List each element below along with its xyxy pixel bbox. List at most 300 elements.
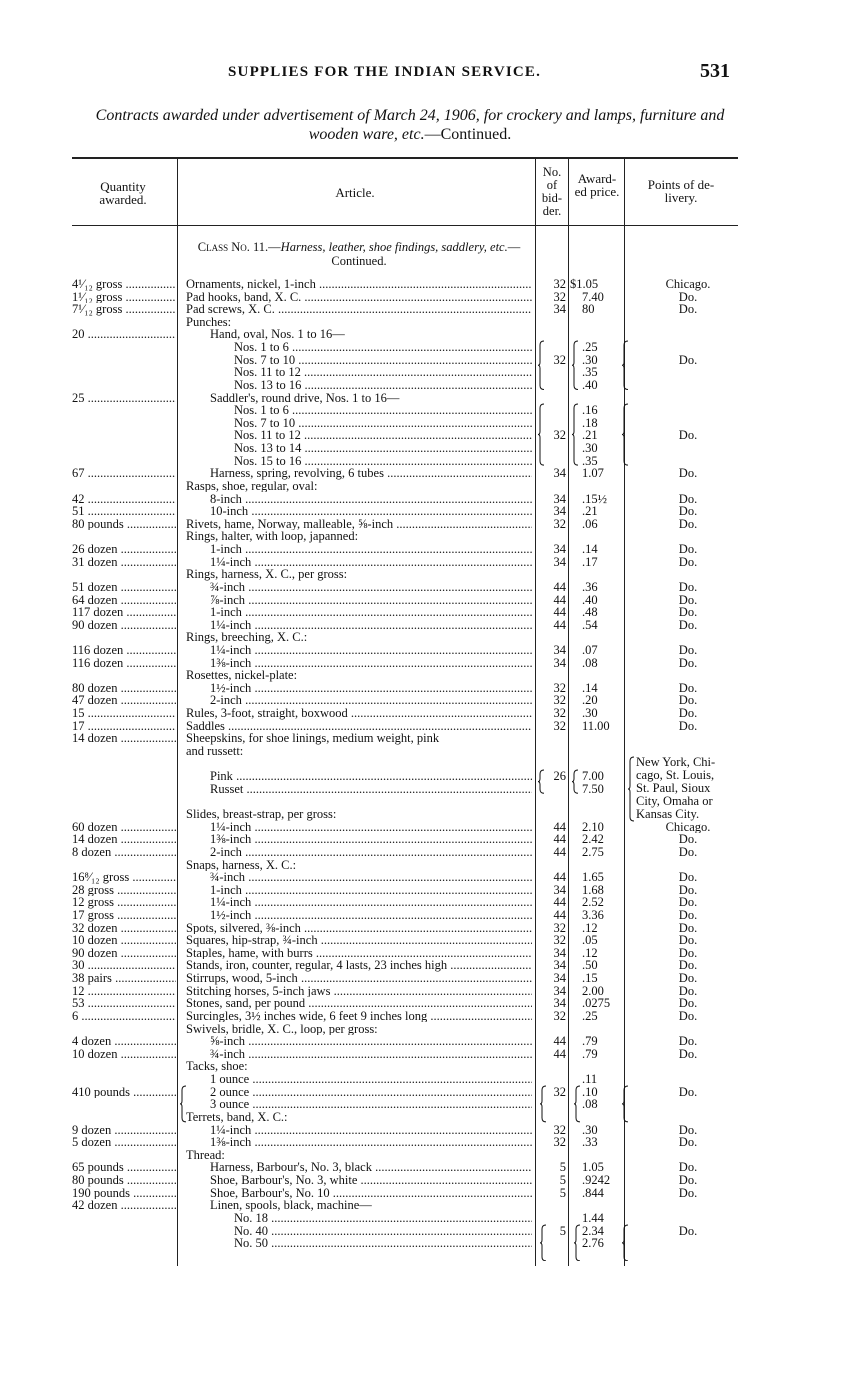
delivery-cell: Do. [678, 883, 698, 897]
price-cell: .25 [582, 341, 598, 354]
caption-continued: —Continued. [424, 126, 512, 143]
col-head-delivery: Points of de- livery. [647, 177, 715, 205]
article-cell: ¾-inch ..... [210, 871, 532, 884]
delivery-cell: Do. [678, 303, 698, 316]
price-cell: 1.05 [582, 1161, 604, 1174]
bidder-cell: 5 [559, 1224, 566, 1237]
price-cell: .20 [582, 694, 598, 707]
price-cell: .12 [582, 921, 598, 935]
quantity-cell: 10 dozen ..... [72, 934, 176, 947]
bidder-cell: 32 [553, 921, 566, 935]
article-cell: Hand, oval, Nos. 1 to 16— [210, 328, 345, 341]
delivery-cell: Do. [678, 429, 698, 442]
article-cell: 1 ounce ..... [210, 1073, 532, 1086]
price-cell: .11 [582, 1073, 598, 1086]
quantity-cell: 116 dozen ..... [72, 644, 176, 657]
delivery-cell: Do. [678, 1224, 698, 1237]
article-cell: 1¼-inch ..... [210, 644, 532, 657]
delivery-cell: Do. [678, 681, 698, 695]
quantity-cell: 7¹⁄₁₂ gross ..... [72, 303, 176, 316]
quantity-cell: 42 ..... [72, 493, 176, 506]
article-cell: 1¼-inch ..... [210, 896, 532, 909]
quantity-cell: 47 dozen ..... [72, 694, 176, 707]
delivery-brace [628, 756, 636, 822]
quantity-cell: 28 gross ..... [72, 884, 176, 897]
price-cell: .16 [582, 404, 598, 417]
article-cell: Nos. 1 to 6 ..... [234, 404, 532, 417]
delivery-cell: Do. [678, 694, 698, 707]
delivery-cell: Do. [678, 656, 698, 670]
article-cell: 2-inch ..... [210, 694, 532, 707]
price-cell: .40 [582, 593, 598, 606]
bidder-cell: 34 [553, 303, 566, 316]
article-cell: Terrets, band, X. C.: [186, 1110, 288, 1124]
price-cell: 11.00 [582, 719, 610, 733]
bidder-cell: 34 [553, 492, 566, 506]
article-cell: Shoe, Barbour's, No. 10 ..... [210, 1187, 532, 1200]
price-cell: 2.34 [582, 1224, 604, 1237]
article-cell: 1¼-inch ..... [210, 1124, 532, 1137]
quantity-cell: 117 dozen ..... [72, 606, 176, 619]
quantity-cell: 90 dozen ..... [72, 619, 176, 632]
price-cell: .35 [582, 454, 598, 468]
delivery-cell: Do. [678, 1009, 698, 1023]
quantity-cell: 20 ..... [72, 328, 176, 341]
bidder-cell: 44 [553, 871, 566, 884]
price-cell: 1.07 [582, 467, 604, 480]
quantity-cell: 410 pounds ..... [72, 1086, 176, 1099]
delivery-cell: Do. [678, 580, 698, 594]
bidder-cell: 34 [553, 555, 566, 569]
bidder-cell: 32 [553, 1136, 566, 1149]
delivery-cell: Do. [678, 1136, 698, 1149]
article-cell: Nos. 1 to 6 ..... [234, 341, 532, 354]
quantity-cell: 9 dozen ..... [72, 1124, 176, 1137]
price-cell: .14 [582, 543, 598, 556]
quantity-cell: 4¹⁄₁₂ gross ..... [72, 278, 176, 291]
group-brace [572, 769, 580, 794]
article-cell: Nos. 11 to 12 ..... [234, 429, 532, 442]
article-cell: Rivets, hame, Norway, malleable, ⅝-inch ..... [186, 518, 532, 531]
price-cell: .48 [582, 606, 598, 619]
quantity-cell: 80 dozen ..... [72, 682, 176, 695]
article-cell: 1-inch ..... [210, 606, 532, 619]
delivery-cell: Do. [678, 719, 698, 733]
price-cell: 3.36 [582, 909, 604, 922]
bidder-cell: 44 [553, 909, 566, 922]
price-cell: .14 [582, 681, 598, 695]
group-brace [622, 403, 630, 466]
article-cell: Shoe, Barbour's, No. 3, white ..... [210, 1174, 532, 1187]
quantity-cell: 42 dozen ..... [72, 1199, 176, 1212]
bidder-cell: 44 [553, 833, 566, 846]
article-cell: Surcingles, 3½ inches wide, 6 feet 9 inches long ..... [186, 1010, 532, 1023]
caption-italic: Contracts awarded under advertisement of March 24, 1906, for crockery and lamps, furniture and wooden ware, etc. [95, 107, 725, 143]
article-cell: Nos. 11 to 12 ..... [234, 366, 532, 379]
delivery-cell: Do. [678, 353, 698, 367]
price-cell: .79 [582, 1047, 598, 1061]
article-cell: ⅞-inch ..... [210, 594, 532, 607]
bidder-cell: 34 [553, 946, 566, 960]
article-cell: 3 ounce ..... [210, 1098, 532, 1111]
delivery-cell: Do. [678, 946, 698, 960]
quantity-cell: 16⁸⁄₁₂ gross ..... [72, 871, 176, 884]
quantity-cell: 80 pounds ..... [72, 1174, 176, 1187]
delivery-line: St. Paul, Sioux [636, 781, 711, 795]
price-cell: .35 [582, 366, 598, 379]
price-cell: 2.10 [582, 820, 604, 834]
quantity-cell: 64 dozen ..... [72, 594, 176, 607]
bidder-cell: 44 [553, 845, 566, 859]
price-cell: .30 [582, 353, 598, 367]
group-brace [622, 340, 630, 390]
quantity-cell: 6 ..... [72, 1010, 176, 1023]
quantity-cell: 8 dozen ..... [72, 846, 176, 859]
bidder-cell: 34 [553, 972, 566, 985]
price-cell: 2.75 [582, 845, 604, 859]
article-cell: 1¼-inch ..... [210, 821, 532, 834]
class-heading-prefix: Class No. 11.— [197, 240, 281, 254]
col-head-bidder: No. of bid- der. [541, 165, 563, 218]
quantity-cell: 14 dozen ..... [72, 833, 176, 846]
group-brace [574, 1085, 582, 1123]
group-brace [538, 403, 546, 466]
delivery-cell: Do. [678, 1047, 698, 1061]
article-cell: 1¼-inch ..... [210, 556, 532, 569]
article-cell: Harness, Barbour's, No. 3, black ..... [210, 1161, 532, 1174]
bidder-cell: 44 [553, 580, 566, 594]
price-cell: .30 [582, 442, 598, 455]
price-cell: 7.00 [582, 770, 604, 783]
page-number: 531 [700, 60, 730, 82]
bidder-cell: 32 [553, 694, 566, 707]
quantity-cell: 25 ..... [72, 392, 176, 405]
delivery-cell: Do. [678, 934, 698, 947]
bidder-cell: 32 [553, 1009, 566, 1023]
quantity-cell: 12 ..... [72, 985, 176, 998]
delivery-cell: Do. [678, 972, 698, 985]
group-brace [540, 1224, 548, 1262]
price-cell: .07 [582, 643, 598, 657]
bidder-cell: 5 [559, 1186, 566, 1200]
group-brace [622, 1085, 630, 1123]
article-cell: Staples, hame, with burrs ..... [186, 947, 532, 960]
delivery-cell: Do. [678, 517, 698, 531]
price-cell: .21 [582, 505, 598, 518]
bidder-cell: 44 [553, 593, 566, 606]
article-cell: Rings, harness, X. C., per gross: [186, 568, 348, 581]
delivery-cell: Do. [678, 871, 698, 884]
article-cell: Stones, sand, per pound ..... [186, 997, 532, 1010]
article-cell: 1¼-inch ..... [210, 619, 532, 632]
article-cell: Sheepskins, for shoe linings, medium weight, pink [186, 732, 440, 745]
price-cell: 2.00 [582, 984, 604, 998]
article-cell: Stitching horses, 5-inch jaws ..... [186, 985, 532, 998]
bidder-cell: 34 [553, 505, 566, 518]
delivery-cell: Do. [678, 290, 698, 304]
price-cell: .15 [582, 972, 598, 985]
bidder-cell: 34 [553, 997, 566, 1010]
price-cell: 2.42 [582, 833, 604, 846]
delivery-cell: Do. [678, 618, 698, 632]
delivery-cell: Do. [678, 1161, 698, 1174]
quantity-cell: 15 ..... [72, 707, 176, 720]
price-cell: .0275 [582, 997, 611, 1010]
bidder-cell: 32 [553, 517, 566, 531]
price-cell: .12 [582, 946, 598, 960]
quantity-cell: 190 pounds ..... [72, 1187, 176, 1200]
quantity-cell: 53 ..... [72, 997, 176, 1010]
quantity-cell: 90 dozen ..... [72, 947, 176, 960]
article-cell: 1⅜-inch ..... [210, 1136, 532, 1149]
delivery-cell: Do. [678, 984, 698, 998]
price-cell: .36 [582, 580, 598, 594]
quantity-cell: 10 dozen ..... [72, 1048, 176, 1061]
article-cell: Nos. 7 to 10 ..... [234, 417, 532, 430]
price-cell: 7.50 [582, 782, 604, 796]
article-cell: Saddles ..... [186, 720, 532, 733]
delivery-line: New York, Chi- [636, 755, 716, 769]
delivery-cell: Do. [678, 1186, 698, 1200]
bidder-cell: 44 [553, 820, 566, 834]
quantity-cell: 1¹⁄₁₂ gross ..... [72, 291, 176, 304]
quantity-cell: 80 pounds ..... [72, 518, 176, 531]
delivery-cell: Do. [678, 909, 698, 922]
bidder-cell: 34 [553, 656, 566, 670]
article-cell: 1-inch ..... [210, 543, 532, 556]
bidder-cell: 32 [553, 1085, 566, 1099]
article-cell: 8-inch ..... [210, 493, 532, 506]
delivery-cell: Do. [678, 896, 698, 909]
article-cell: Squares, hip-strap, ¾-inch ..... [186, 934, 532, 947]
col-head-quantity: Quantity awarded. [99, 179, 147, 207]
price-cell: .21 [582, 429, 598, 442]
price-cell: .18 [582, 416, 598, 430]
delivery-line: cago, St. Louis, [636, 768, 715, 782]
quantity-cell: 30 ..... [72, 959, 176, 972]
article-cell: Slides, breast-strap, per gross: [186, 808, 337, 821]
article-cell: Nos. 13 to 14 ..... [234, 442, 532, 455]
price-cell: .33 [582, 1136, 598, 1149]
bidder-cell: 44 [553, 618, 566, 632]
article-cell: Pink ..... [210, 770, 532, 783]
article-cell: 1-inch ..... [210, 884, 532, 897]
bidder-cell: 34 [553, 984, 566, 998]
delivery-cell: Do. [678, 467, 698, 480]
group-brace [574, 1224, 582, 1262]
article-cell: No. 18 ..... [234, 1212, 532, 1225]
price-cell: .15½ [582, 492, 607, 506]
article-cell: Tacks, shoe: [186, 1060, 248, 1073]
col-head-article: Article. [335, 185, 375, 200]
article-cell: 1⅜-inch ..... [210, 657, 532, 670]
bidder-cell: 34 [553, 543, 566, 556]
quantity-cell: 60 dozen ..... [72, 821, 176, 834]
delivery-cell: Do. [678, 833, 698, 846]
article-cell: ⅝-inch ..... [210, 1035, 532, 1048]
article-cell: Snaps, harness, X. C.: [186, 858, 297, 872]
bidder-cell: 44 [553, 896, 566, 909]
price-cell: 80 [582, 303, 595, 316]
delivery-cell: Do. [678, 555, 698, 569]
article-cell: 1⅜-inch ..... [210, 833, 532, 846]
article-cell: Rosettes, nickel-plate: [186, 669, 298, 682]
bidder-cell: 32 [553, 429, 566, 442]
bidder-cell: 44 [553, 1035, 566, 1048]
article-cell: Swivels, bridle, X. C., loop, per gross: [186, 1022, 378, 1036]
class-heading-title: Harness, leather, shoe findings, saddlery, etc. [280, 240, 508, 254]
article-cell: Rings, halter, with loop, japanned: [186, 530, 359, 543]
delivery-cell: Do. [678, 845, 698, 859]
article-cell: ¾-inch ..... [210, 1048, 532, 1061]
group-brace [572, 340, 580, 390]
article-cell: Nos. 13 to 16 ..... [234, 379, 532, 392]
quantity-cell: 12 gross ..... [72, 896, 176, 909]
article-cell: Stirrups, wood, 5-inch ..... [186, 972, 532, 985]
price-cell: .844 [582, 1186, 604, 1200]
price-cell: .17 [582, 555, 598, 569]
group-brace [572, 403, 580, 466]
delivery-cell: Do. [678, 1123, 698, 1137]
price-cell: .30 [582, 707, 598, 720]
group-brace [540, 1085, 548, 1123]
quantity-cell: 26 dozen ..... [72, 543, 176, 556]
quantity-cell: 17 ..... [72, 720, 176, 733]
price-cell: 2.76 [582, 1237, 604, 1250]
article-cell: Harness, spring, revolving, 6 tubes ..... [210, 467, 532, 480]
delivery-cell: Do. [678, 505, 698, 518]
quantity-cell: 51 dozen ..... [72, 581, 176, 594]
article-cell: Nos. 7 to 10 ..... [234, 354, 532, 367]
article-cell: 1½-inch ..... [210, 682, 532, 695]
class-heading-suffix: —Continued. [331, 240, 521, 268]
article-cell: Nos. 15 to 16 ..... [234, 455, 532, 468]
article-cell: and russett: [186, 744, 244, 758]
quantity-cell: 4 dozen ..... [72, 1035, 176, 1048]
delivery-cell: Do. [678, 492, 698, 506]
delivery-line: Kansas City. [636, 807, 700, 821]
delivery-cell: Do. [678, 959, 698, 972]
delivery-cell: Do. [678, 1035, 698, 1048]
quantity-cell: 5 dozen ..... [72, 1136, 176, 1149]
article-cell: Rings, breeching, X. C.: [186, 631, 308, 644]
price-cell: .9242 [582, 1174, 611, 1187]
article-cell: 2-inch ..... [210, 846, 532, 859]
delivery-cell: Do. [678, 543, 698, 556]
article-cell: Rasps, shoe, regular, oval: [186, 479, 318, 493]
running-title: SUPPLIES FOR THE INDIAN SERVICE. [228, 64, 542, 80]
delivery-cell: Do. [678, 997, 698, 1010]
group-brace [538, 340, 546, 390]
delivery-cell: Do. [678, 643, 698, 657]
delivery-line: City, Omaha or [636, 794, 713, 808]
quantity-cell: 65 pounds ..... [72, 1161, 176, 1174]
article-cell: Spots, silvered, ⅜-inch ..... [186, 922, 532, 935]
delivery-cell: Chicago. [665, 820, 711, 834]
price-cell: $1.05 [570, 278, 599, 291]
delivery-cell: Do. [678, 1174, 698, 1187]
article-cell: Punches: [186, 315, 232, 329]
delivery-cell: Do. [678, 606, 698, 619]
article-cell: Pad screws, X. C. ..... [186, 303, 532, 316]
bidder-cell: 5 [559, 1174, 566, 1187]
bidder-cell: 32 [553, 707, 566, 720]
bidder-cell: 26 [553, 770, 566, 783]
quantity-cell: 38 pairs ..... [72, 972, 176, 985]
quantity-cell: 14 dozen ..... [72, 732, 176, 745]
quantity-cell: 32 dozen ..... [72, 922, 176, 935]
delivery-cell: Do. [678, 1085, 698, 1099]
price-cell: 1.68 [582, 883, 604, 897]
price-cell: 2.52 [582, 896, 604, 909]
bidder-cell: 32 [553, 719, 566, 733]
group-brace [180, 1085, 188, 1123]
article-cell: Ornaments, nickel, 1-inch ..... [186, 278, 532, 291]
article-cell: 10-inch ..... [210, 505, 532, 518]
article-cell: Linen, spools, black, machine— [210, 1199, 372, 1212]
group-brace [622, 1224, 630, 1262]
article-cell: Pad hooks, band, X. C. ..... [186, 291, 532, 304]
article-cell: Saddler's, round drive, Nos. 1 to 16— [210, 391, 400, 405]
article-cell: Rules, 3-foot, straight, boxwood ..... [186, 707, 532, 720]
price-cell: .30 [582, 1123, 598, 1137]
bidder-cell: 5 [559, 1161, 566, 1174]
price-cell: 1.65 [582, 871, 604, 884]
price-cell: .50 [582, 959, 598, 972]
quantity-cell: 51 ..... [72, 505, 176, 518]
group-brace [538, 769, 546, 794]
quantity-cell: 31 dozen ..... [72, 556, 176, 569]
article-cell: 2 ounce ..... [210, 1086, 532, 1099]
price-cell: 7.40 [582, 290, 604, 304]
quantity-cell: 116 dozen ..... [72, 657, 176, 670]
bidder-cell: 44 [553, 606, 566, 619]
quantity-cell: 17 gross ..... [72, 909, 176, 922]
bidder-cell: 32 [553, 278, 566, 291]
bidder-cell: 34 [553, 883, 566, 897]
bidder-cell: 32 [553, 934, 566, 947]
price-cell: 1.44 [582, 1211, 604, 1225]
article-cell: Russet ..... [210, 783, 532, 796]
bidder-cell: 32 [553, 681, 566, 695]
delivery-cell: Do. [678, 707, 698, 720]
article-cell: No. 40 ..... [234, 1225, 532, 1238]
article-cell: ¾-inch ..... [210, 581, 532, 594]
bidder-cell: 32 [553, 353, 566, 367]
price-cell: .40 [582, 378, 598, 392]
col-head-price: Award- ed price. [574, 171, 620, 199]
delivery-cell: Do. [678, 593, 698, 606]
article-cell: Thread: [186, 1148, 225, 1162]
price-cell: .08 [582, 1098, 598, 1111]
bidder-cell: 32 [553, 1123, 566, 1137]
price-cell: .05 [582, 934, 598, 947]
price-cell: .10 [582, 1085, 598, 1099]
price-cell: .79 [582, 1035, 598, 1048]
price-cell: .25 [582, 1009, 598, 1023]
price-cell: .54 [582, 618, 598, 632]
delivery-cell: Chicago. [665, 278, 711, 291]
bidder-cell: 34 [553, 467, 566, 480]
bidder-cell: 34 [553, 959, 566, 972]
bidder-cell: 34 [553, 643, 566, 657]
price-cell: .08 [582, 656, 598, 670]
price-cell: .06 [582, 517, 598, 531]
bidder-cell: 44 [553, 1047, 566, 1061]
article-cell: 1½-inch ..... [210, 909, 532, 922]
article-cell: No. 50 ..... [234, 1237, 532, 1250]
bidder-cell: 32 [553, 290, 566, 304]
